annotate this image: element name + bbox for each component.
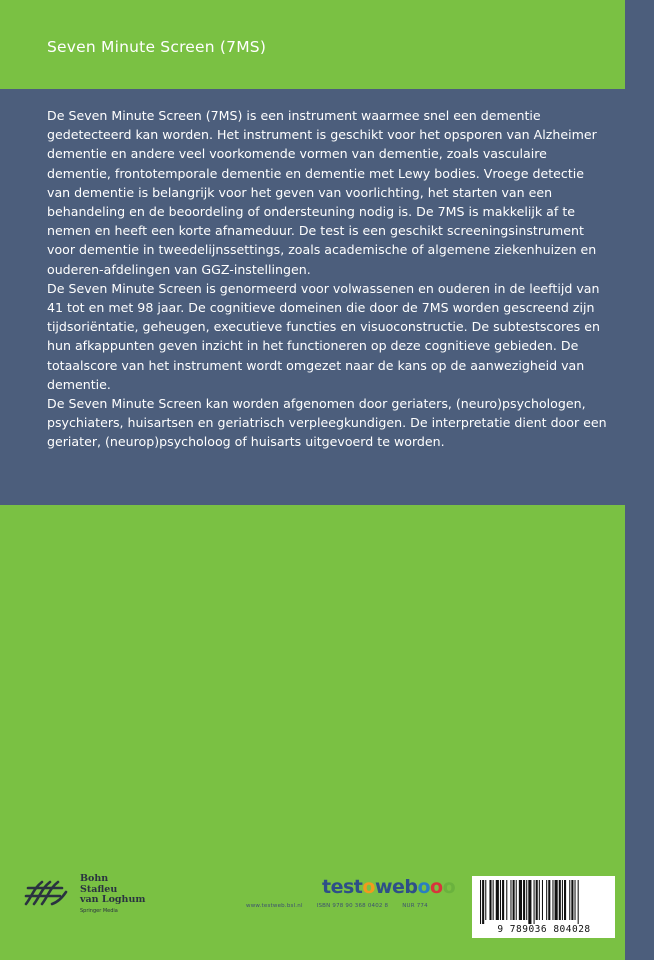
publisher-name-line-3: van Loghum — [80, 894, 146, 905]
testoweb-logo — [322, 876, 455, 898]
testoweb-logo-part-3: web — [374, 876, 418, 898]
barcode-bar — [493, 880, 494, 920]
barcode-bar — [519, 880, 522, 920]
description-paragraph-3: De Seven Minute Screen kan worden afgenomen door geriaters, (neuro)psychologen, psychiaters, huisartsen en geriatrisch verpleegkundigen. De interpretatie dient door een geriater, (neurop)psycholoog of huisarts uitgevoerd te worden. — [47, 396, 607, 450]
publisher-name — [80, 874, 145, 906]
barcode-bar — [552, 880, 553, 920]
barcode — [472, 876, 615, 938]
website-url: www.testweb.bsl.nl — [246, 903, 303, 909]
isbn-text: ISBN 978 90 368 0402 8 — [316, 903, 389, 909]
barcode-bar — [562, 880, 563, 920]
barcode-bar — [510, 880, 511, 920]
right-spine-band — [625, 0, 654, 960]
publisher-logo — [22, 866, 162, 916]
barcode-bar — [502, 880, 504, 920]
barcode-bar — [578, 880, 579, 924]
publisher-emblem-icon — [22, 874, 74, 910]
barcode-number: 9 789036 804028 — [497, 924, 591, 935]
barcode-bar — [526, 880, 527, 920]
testoweb-logo-part-2: o — [362, 876, 375, 898]
description-paragraph-1: De Seven Minute Screen (7MS) is een instrument waarmee snel een dementie gedetecteerd kan worden. Het instrument is geschikt voor het opsporen van Alzheimer dementie en andere veel voorkomende vormen van dementie, zoals vasculaire dementie, frontotemporale dementie en dementie met Lewy bodies. Vroege detectie van dementie is belangrijk voor het geven van voorlichting, het starten van een behandeling en de beoordeling of ondersteuning nodig is. De 7MS is makkelijk af te nemen en heeft een korte afnameduur. De test is een geschikt screeningsinstrument voor dementie in tweedelijnssettings, zoals academische of algemene ziekenhuizen en ouderen-afdelingen van GGZ-instellingen. — [47, 108, 597, 277]
barcode-bar — [569, 880, 570, 920]
testoweb-logo-part-6: o — [442, 876, 456, 898]
barcode-bar — [559, 880, 561, 920]
barcode-bar — [542, 880, 543, 920]
publisher-name-line-1: Bohn — [80, 873, 109, 884]
barcode-bar — [536, 880, 538, 920]
barcode-bar — [523, 880, 525, 920]
barcode-bar — [489, 880, 491, 920]
barcode-bar — [539, 880, 540, 920]
barcode-bar — [571, 880, 573, 920]
barcode-bar — [496, 880, 499, 920]
barcode-bar — [555, 880, 558, 920]
barcode-bar — [548, 880, 550, 920]
barcode-bar — [528, 880, 531, 924]
publisher-subline: Springer Media — [80, 908, 118, 914]
barcode-bar — [485, 880, 486, 920]
barcode-bar — [482, 880, 484, 924]
barcode-bar — [506, 880, 507, 920]
barcode-bar — [500, 880, 501, 920]
barcode-bar — [546, 880, 547, 920]
book-title: Seven Minute Screen (7MS) — [47, 38, 267, 56]
barcode-bar — [575, 880, 576, 920]
isbn-line — [246, 903, 440, 909]
nur-text: NUR 774 — [402, 903, 428, 909]
testoweb-logo-part-5: o — [430, 876, 443, 898]
testoweb-logo-part-4: o — [417, 876, 431, 898]
description-text — [47, 106, 607, 452]
publisher-name-line-2: Stafleu — [80, 883, 118, 895]
barcode-bar — [516, 880, 517, 920]
barcode-bar — [534, 880, 535, 924]
barcode-bar — [564, 880, 566, 920]
barcode-bar — [480, 880, 481, 924]
testoweb-logo-part-1: test — [322, 876, 363, 898]
barcode-bar — [513, 880, 515, 920]
description-paragraph-2: De Seven Minute Screen is genormeerd voor volwassenen en ouderen in de leeftijd van 41 tot en met 98 jaar. De cognitieve domeinen die door de 7MS worden gescreend zijn tijdsoriëntatie, geheugen, executieve functies en visuoconstructie. De subtestscores en hun afkappunten geven inzicht in het functioneren op deze cognitieve gebieden. De totaalscore van het instrument wordt omgezet naar de kans op de aanwezigheid van dementie. — [47, 280, 600, 392]
barcode-bars-icon — [478, 880, 609, 924]
